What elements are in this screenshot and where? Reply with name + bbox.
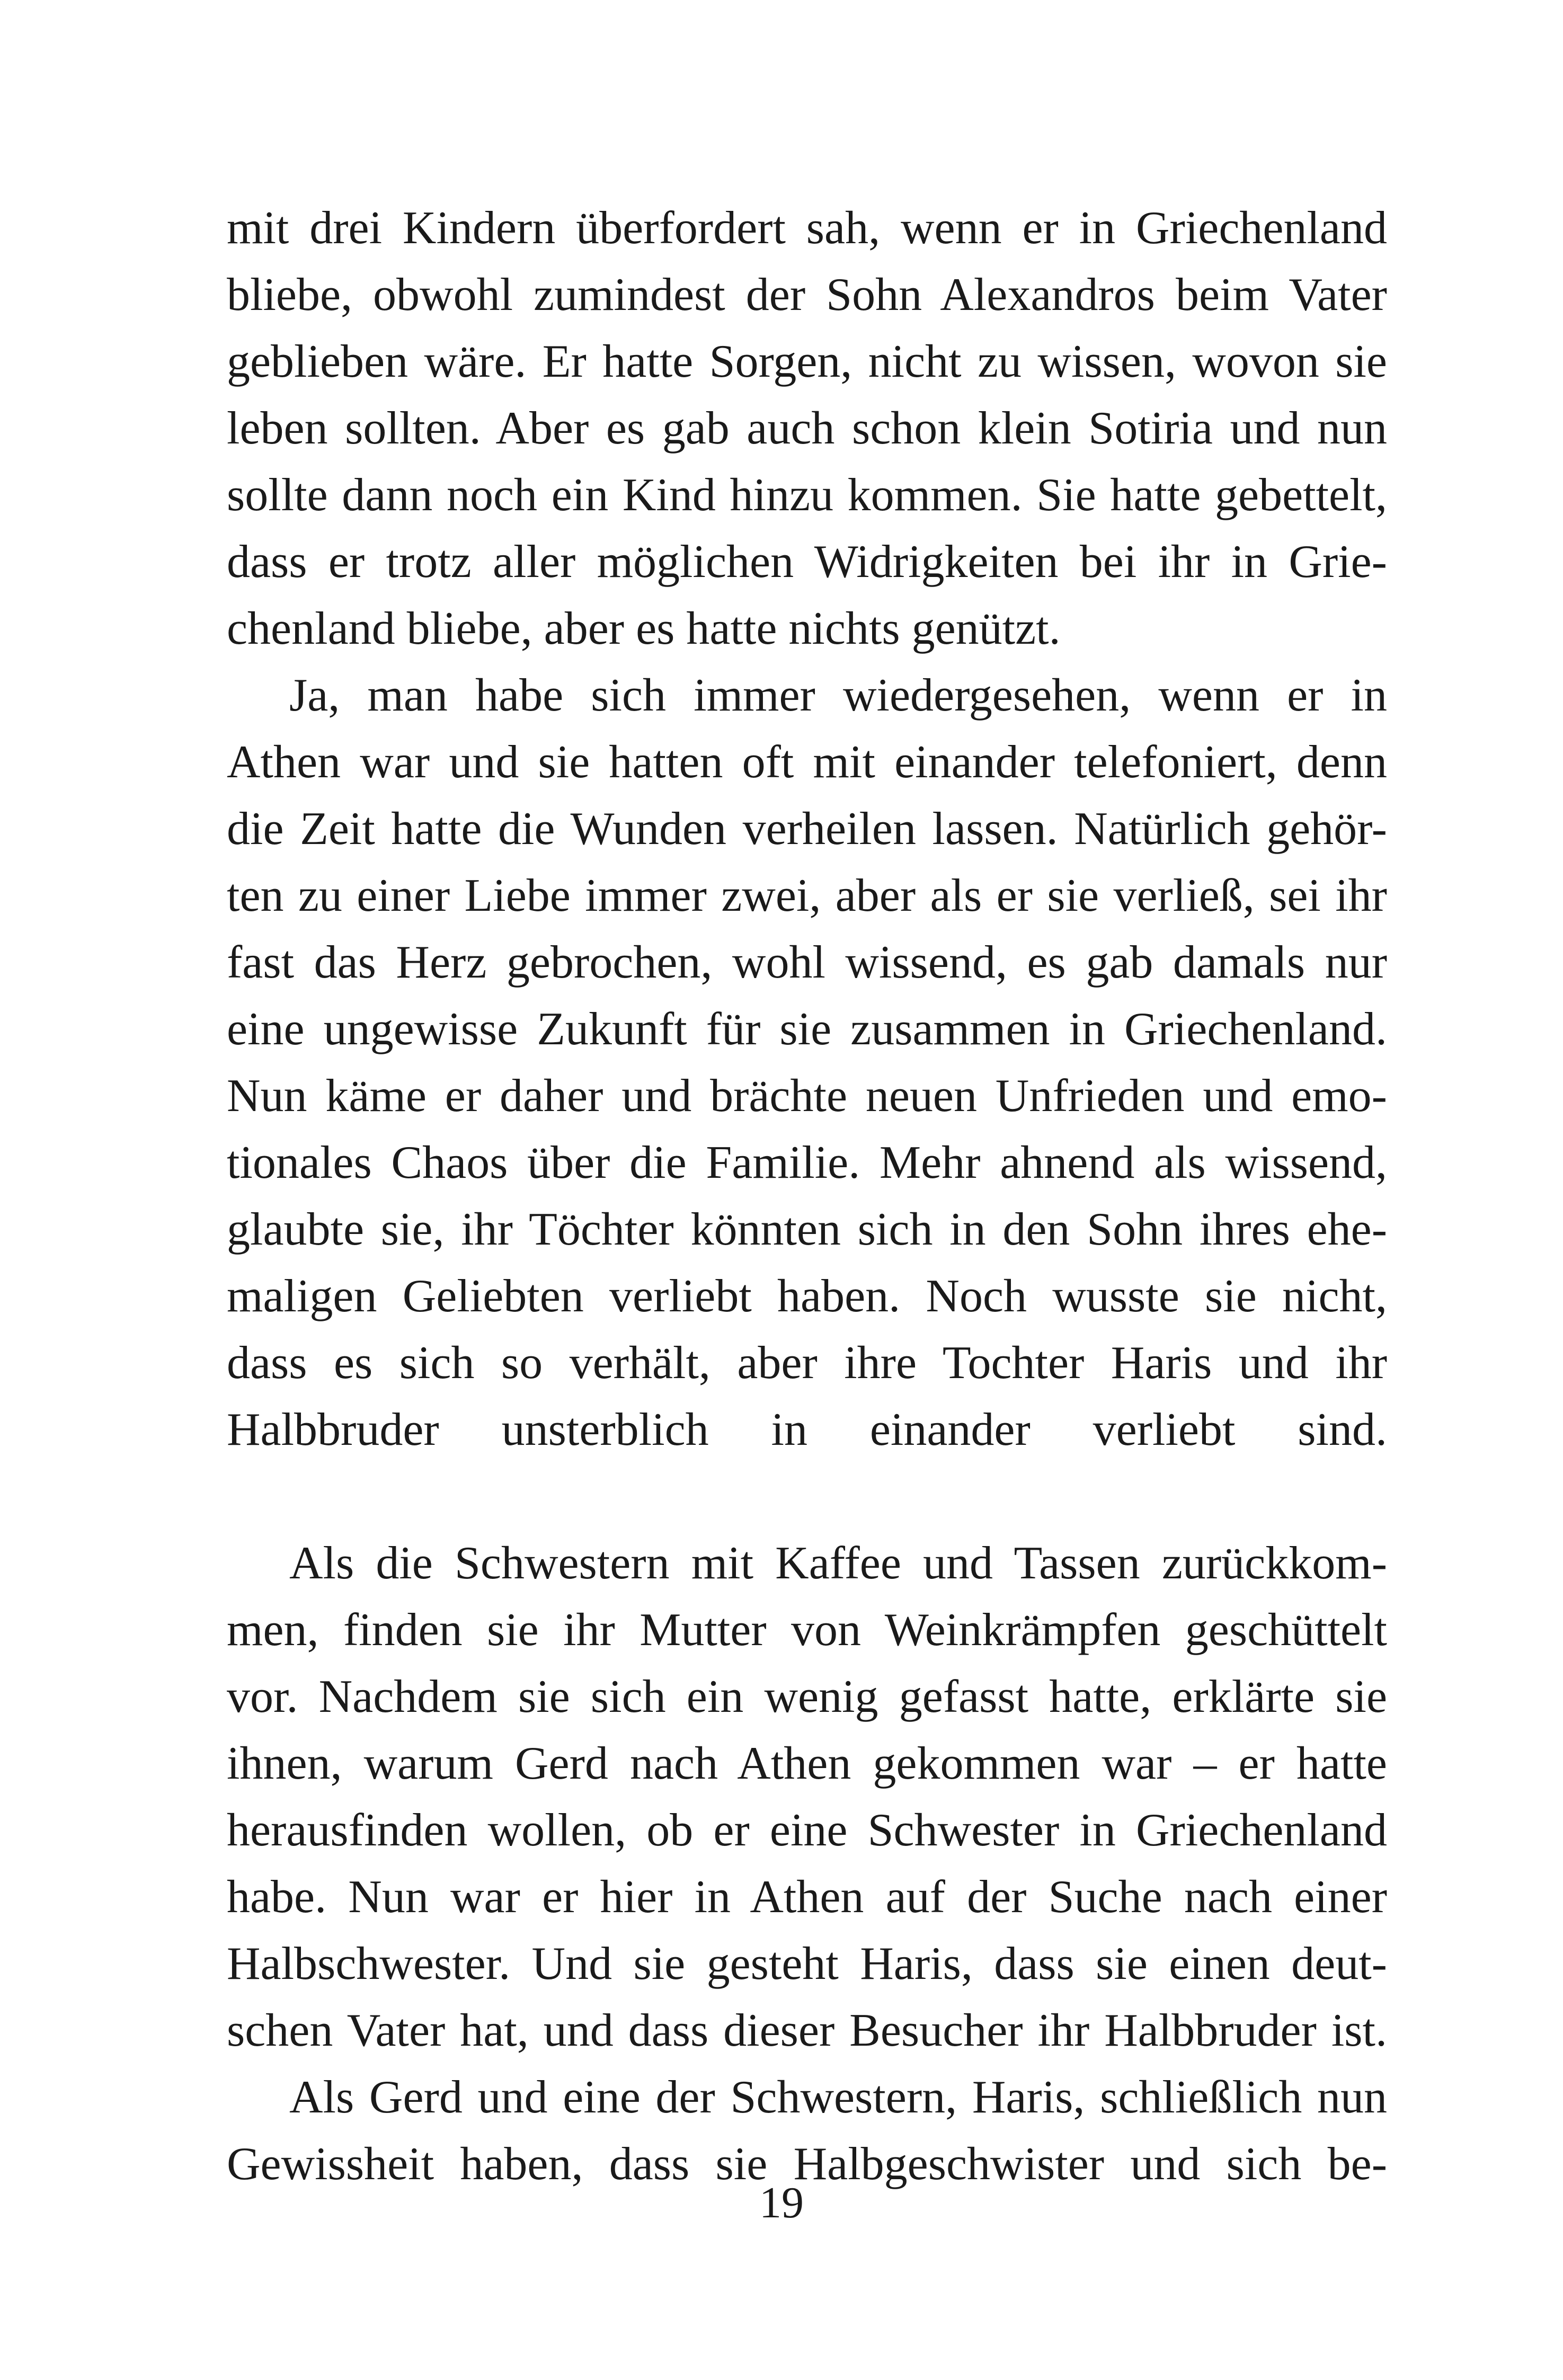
text-line: Athen war und sie hatten oft mit einander telefoniert, denn	[227, 736, 1387, 788]
text-line: vor. Nachdem sie sich ein wenig gefasst hatte, erklärte sie	[227, 1671, 1387, 1722]
text-line: men, finden sie ihr Mutter von Weinkrämpfen geschüttelt	[227, 1604, 1387, 1656]
text-line: ten zu einer Liebe immer zwei, aber als er sie verließ, sei ihr	[227, 870, 1387, 921]
text-line: schen Vater hat, und dass dieser Besucher ihr Halbbruder ist.	[227, 2005, 1387, 2056]
text-line: habe. Nun war er hier in Athen auf der Suche nach einer	[227, 1871, 1387, 1923]
text-line: Halbbruder unsterblich in einander verliebt sind.	[227, 1404, 1387, 1455]
text-line: Als Gerd und eine der Schwestern, Haris, schließlich nun	[289, 2072, 1387, 2123]
text-line: dass es sich so verhält, aber ihre Tochter Haris und ihr	[227, 1337, 1387, 1389]
text-line: mit drei Kindern überfordert sah, wenn er in Griechenland	[227, 202, 1387, 254]
paragraph	[227, 1530, 1387, 2064]
text-line: eine ungewisse Zukunft für sie zusammen in Griechenland.	[227, 1003, 1387, 1055]
text-line	[227, 1463, 1387, 1530]
text-line: Ja, man habe sich immer wiedergesehen, wenn er in	[289, 670, 1387, 721]
text-line: Als die Schwestern mit Kaffee und Tassen zurückkom-	[289, 1538, 1387, 1589]
text-line: Gewissheit haben, dass sie Halbgeschwister und sich be-	[227, 2138, 1387, 2190]
text-line: ihnen, warum Gerd nach Athen gekommen war – er hatte	[227, 1738, 1387, 1789]
text-line: bliebe, obwohl zumindest der Sohn Alexandros beim Vater	[227, 269, 1387, 321]
page-number: 19	[759, 2178, 804, 2227]
text-line: geblieben wäre. Er hatte Sorgen, nicht zu wissen, wovon sie	[227, 336, 1387, 387]
text-line: glaubte sie, ihr Töchter könnten sich in den Sohn ihres ehe-	[227, 1204, 1387, 1255]
text-line: Nun käme er daher und brächte neuen Unfrieden und emo-	[227, 1070, 1387, 1122]
text-line: fast das Herz gebrochen, wohl wissend, es gab damals nur	[227, 937, 1387, 988]
text-line: chenland bliebe, aber es hatte nichts genützt.	[227, 603, 1061, 654]
text-line: leben sollten. Aber es gab auch schon klein Sotiria und nun	[227, 403, 1387, 454]
text-line: sollte dann noch ein Kind hinzu kommen. Sie hatte gebettelt,	[227, 469, 1387, 521]
text-line: tionales Chaos über die Familie. Mehr ahnend als wissend,	[227, 1137, 1387, 1188]
paragraph	[227, 195, 1387, 662]
paragraph	[227, 662, 1387, 1530]
text-line: herausfinden wollen, ob er eine Schwester in Griechenland	[227, 1805, 1387, 1856]
text-line: maligen Geliebten verliebt haben. Noch wusste sie nicht,	[227, 1271, 1387, 1322]
text-line: dass er trotz aller möglichen Widrigkeiten bei ihr in Grie-	[227, 536, 1387, 588]
text-line: Halbschwester. Und sie gesteht Haris, dass sie einen deut-	[227, 1938, 1387, 1990]
body-text	[227, 195, 1387, 2198]
text-line: die Zeit hatte die Wunden verheilen lassen. Natürlich gehör-	[227, 803, 1387, 855]
